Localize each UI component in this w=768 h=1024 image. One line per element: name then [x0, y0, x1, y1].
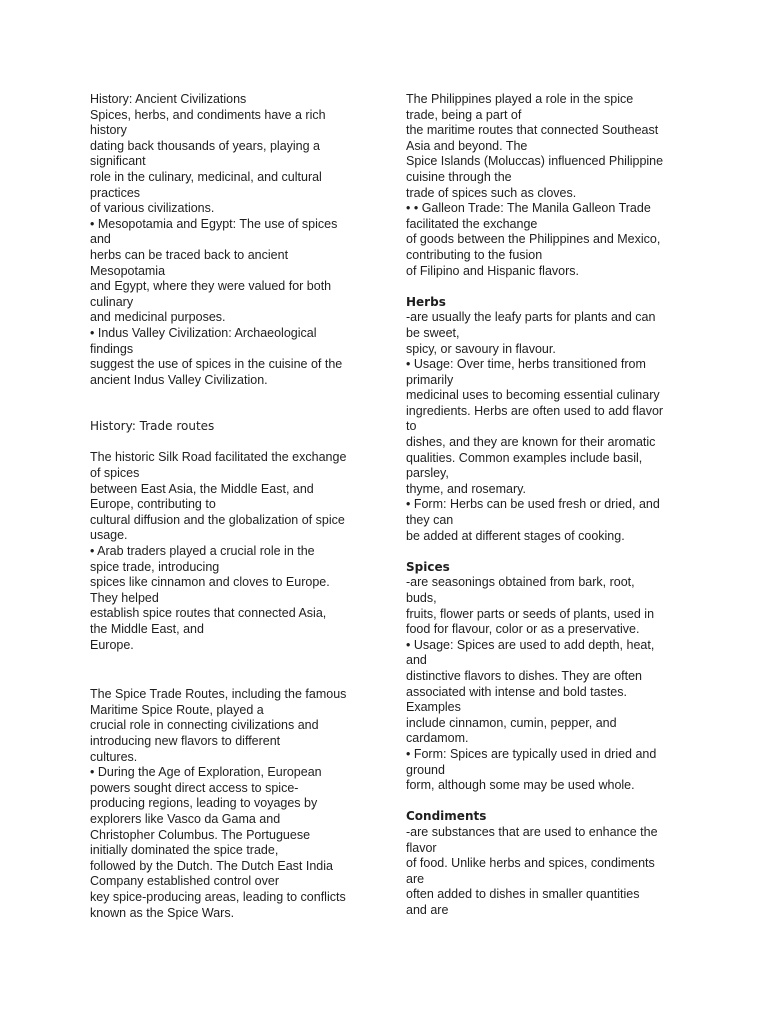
body-line: between East Asia, the Middle East, and: [90, 481, 314, 496]
body-line: ancient Indus Valley Civilization.: [90, 372, 268, 387]
body-line: producing regions, leading to voyages by: [90, 796, 318, 811]
body-line: • Usage: Over time, herbs transitioned from: [406, 357, 646, 372]
body-line: • Usage: Spices are used to add depth, heat,: [406, 637, 655, 652]
philippines-section: [406, 92, 681, 279]
body-line: usage.: [90, 528, 128, 543]
body-line: cardamom.: [406, 731, 469, 746]
body-line: • Form: Spices are typically used in dried and: [406, 746, 657, 761]
body-line: medicinal uses to becoming essential culinary: [406, 388, 660, 403]
body-line: Mesopotamia: [90, 263, 166, 278]
body-line: are: [406, 871, 425, 886]
trade-routes-heading: History: Trade routes: [90, 419, 215, 434]
body-line: • During the Age of Exploration, European: [90, 765, 322, 780]
body-line: significant: [90, 154, 146, 169]
body-line: be added at different stages of cooking.: [406, 528, 625, 543]
body-line: herbs can be traced back to ancient: [90, 247, 289, 262]
body-line: cultural diffusion and the globalization of spice: [90, 512, 345, 527]
body-line: findings: [90, 341, 134, 356]
body-line: • Form: Herbs can be used fresh or dried, and: [406, 497, 660, 512]
body-line: The Spice Trade Routes, including the famous: [90, 687, 347, 702]
body-line: cultures.: [90, 749, 138, 764]
body-line: • • Galleon Trade: The Manila Galleon Trade: [406, 201, 651, 216]
body-line: of Filipino and Hispanic flavors.: [406, 263, 579, 278]
herbs-section: [406, 295, 681, 545]
body-line: food for flavour, color or as a preservative.: [406, 622, 640, 637]
body-line: -are seasonings obtained from bark, root,: [406, 575, 635, 590]
body-line: the maritime routes that connected Southeast: [406, 123, 659, 138]
body-line: thyme, and rosemary.: [406, 481, 526, 496]
body-line: • Arab traders played a crucial role in the: [90, 544, 315, 559]
body-line: crucial role in connecting civilizations and: [90, 718, 319, 733]
body-line: ground: [406, 762, 445, 777]
body-line: key spice-producing areas, leading to conflicts: [90, 889, 346, 904]
body-line: They helped: [90, 590, 159, 605]
body-line: trade, being a part of: [406, 107, 522, 122]
condiments-section: [406, 809, 681, 918]
body-line: Spices, herbs, and condiments have a rich: [90, 107, 326, 122]
ancient-civilizations-section: [90, 92, 380, 388]
body-line: associated with intense and bold tastes.: [406, 684, 627, 699]
body-line: buds,: [406, 591, 437, 605]
left-column: [90, 92, 380, 921]
body-line: qualities. Common examples include basil,: [406, 450, 643, 465]
body-line: establish spice routes that connected Asia,: [90, 606, 327, 621]
trade-routes-section: [90, 419, 380, 653]
body-line: The Philippines played a role in the spice: [406, 92, 634, 106]
body-line: and: [406, 653, 427, 668]
body-line: and: [90, 232, 111, 247]
body-line: contributing to the fusion: [406, 247, 543, 262]
body-line: they can: [406, 513, 454, 528]
body-line: trade of spices such as cloves.: [406, 185, 577, 200]
body-line: parsley,: [406, 466, 449, 481]
body-line: primarily: [406, 372, 454, 387]
body-line: Christopher Columbus. The Portuguese: [90, 827, 311, 842]
body-line: • Indus Valley Civilization: Archaeological: [90, 325, 317, 340]
body-line: • Mesopotamia and Egypt: The use of spices: [90, 216, 338, 231]
body-line: -are substances that are used to enhance the: [406, 824, 658, 839]
body-line: spice trade, introducing: [90, 559, 220, 574]
body-line: Asia and beyond. The: [406, 138, 528, 153]
body-line: introducing new flavors to different: [90, 733, 281, 748]
body-line: of food. Unlike herbs and spices, condiments: [406, 856, 655, 871]
body-line: powers sought direct access to spice-: [90, 780, 299, 795]
body-line: Spice Islands (Moluccas) influenced Philippine: [406, 154, 664, 169]
body-line: be sweet,: [406, 325, 460, 340]
body-line: Europe, contributing to: [90, 497, 216, 512]
ancient-civilizations-heading: History: Ancient Civilizations: [90, 92, 247, 106]
body-line: of goods between the Philippines and Mexico,: [406, 232, 661, 247]
body-line: facilitated the exchange: [406, 216, 538, 231]
body-line: form, although some may be used whole.: [406, 778, 635, 793]
spice-trade-routes-section: [90, 687, 380, 921]
body-line: dishes, and they are known for their aromatic: [406, 435, 656, 450]
spices-section: [406, 560, 681, 794]
body-line: dating back thousands of years, playing a: [90, 138, 321, 153]
spices-heading: Spices: [406, 559, 450, 574]
condiments-heading: Condiments: [406, 809, 487, 824]
body-line: Maritime Spice Route, played a: [90, 702, 264, 717]
body-line: to: [406, 419, 417, 434]
body-line: distinctive flavors to dishes. They are often: [406, 668, 642, 683]
body-line: The historic Silk Road facilitated the exchange: [90, 450, 347, 465]
body-line: Europe.: [90, 637, 134, 652]
body-line: known as the Spice Wars.: [90, 905, 235, 920]
body-line: suggest the use of spices in the cuisine of the: [90, 357, 343, 372]
body-line: practices: [90, 185, 141, 200]
body-line: of spices: [90, 466, 140, 481]
body-line: spices like cinnamon and cloves to Europe.: [90, 575, 330, 590]
body-line: culinary: [90, 294, 134, 309]
body-line: and Egypt, where they were valued for both: [90, 279, 332, 294]
body-line: history: [90, 123, 127, 138]
body-line: fruits, flower parts or seeds of plants, used in: [406, 606, 655, 621]
body-line: flavor: [406, 840, 437, 855]
body-line: initially dominated the spice trade,: [90, 843, 279, 858]
body-line: often added to dishes in smaller quantities: [406, 887, 640, 902]
body-line: Company established control over: [90, 874, 279, 889]
body-line: followed by the Dutch. The Dutch East India: [90, 858, 333, 873]
body-line: and are: [406, 902, 449, 917]
body-line: Examples: [406, 700, 461, 715]
body-line: explorers like Vasco da Gama and: [90, 811, 281, 826]
body-line: ingredients. Herbs are often used to add flavor: [406, 403, 664, 418]
body-line: the Middle East, and: [90, 622, 204, 636]
body-line: spicy, or savoury in flavour.: [406, 341, 556, 356]
body-line: role in the culinary, medicinal, and cultural: [90, 169, 322, 184]
body-line: -are usually the leafy parts for plants and can: [406, 310, 656, 325]
body-line: and medicinal purposes.: [90, 310, 226, 325]
body-line: cuisine through the: [406, 169, 512, 184]
herbs-heading: Herbs: [406, 294, 446, 309]
body-line: of various civilizations.: [90, 201, 215, 216]
right-column: [406, 92, 681, 918]
body-line: include cinnamon, cumin, pepper, and: [406, 715, 617, 730]
